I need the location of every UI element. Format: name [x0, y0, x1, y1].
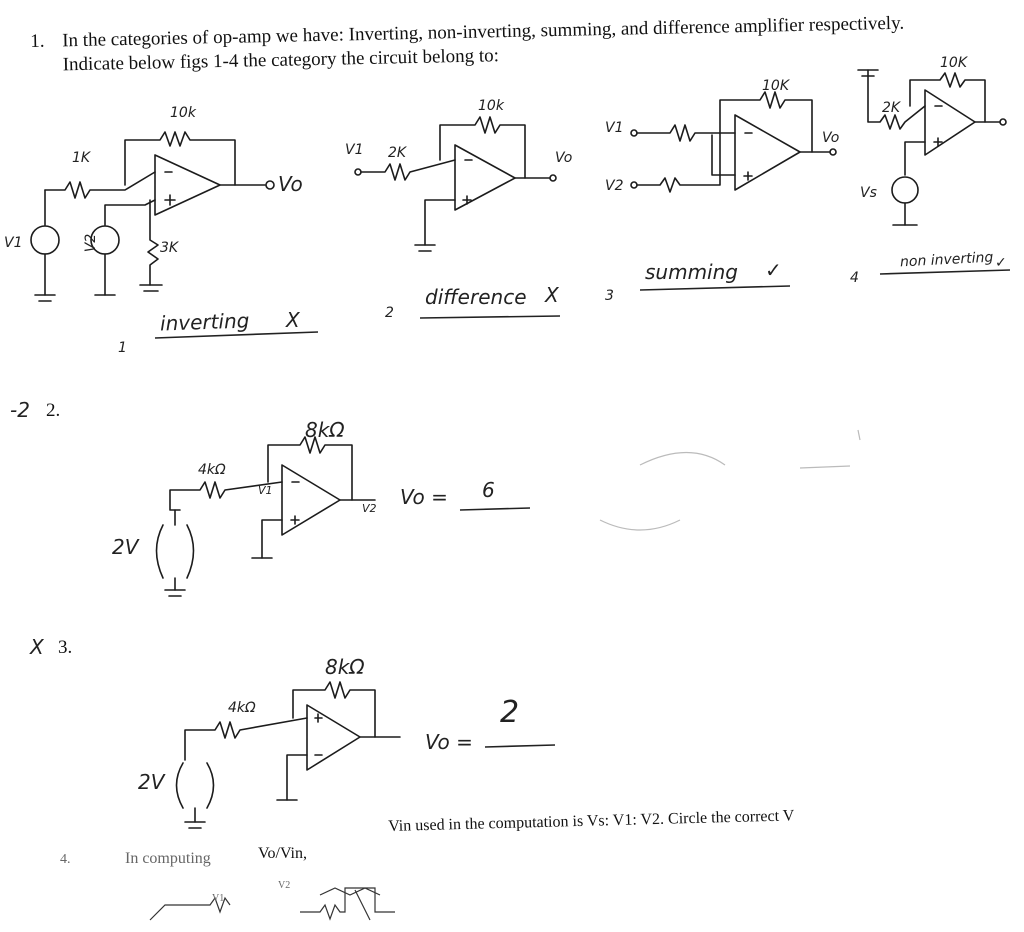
q4-partial-v1: V1: [212, 893, 225, 904]
q2-source-label: 2V: [112, 535, 139, 559]
fig1-answer-index: 1: [118, 340, 127, 356]
fig3-answer: summing: [645, 260, 738, 284]
fig1-circuit: [31, 132, 274, 301]
fig4-mark: ✓: [995, 255, 1007, 271]
fig4-vs-label: Vs: [860, 185, 877, 201]
q2-score: -2: [10, 398, 30, 422]
q4-text-c: Vin used in the computation is Vs: V1: V2. Circle the correct V: [388, 807, 795, 835]
q2-node2-label: V2: [362, 502, 377, 515]
q2-r-in-label: 4kΩ: [198, 462, 226, 478]
fig2-v1-label: V1: [345, 142, 364, 158]
fig1-v2-label: V2: [83, 233, 100, 253]
fig1-vo-label: Vo: [278, 172, 303, 196]
fig1-r-in-label: 1K: [72, 150, 91, 166]
question-1-line1: In the categories of op-amp we have: Inverting, non-inverting, summing, and difference amplifier respectively.: [62, 12, 905, 52]
fig2-answer: difference: [425, 285, 527, 309]
question-1-line2: Indicate below figs 1-4 the category the circuit belong to:: [62, 45, 500, 76]
q2-r-feedback-label: 8kΩ: [305, 418, 345, 442]
q3-r-feedback-label: 8kΩ: [325, 655, 365, 679]
q2-node1-label: V1: [258, 484, 273, 497]
q4-text-b: Vo/Vin,: [258, 845, 307, 862]
fig3-answer-index: 3: [605, 288, 614, 304]
q4-partial-circuit: [150, 888, 395, 920]
fig4-circuit: [858, 70, 1006, 225]
q3-answer: 2: [500, 695, 520, 730]
fig2-mark: X: [545, 283, 559, 307]
fig1-answer: inverting: [159, 308, 250, 336]
fig3-v2-label: V2: [605, 178, 624, 194]
q3-r-in-label: 4kΩ: [228, 700, 256, 716]
q2-vo-label: Vo =: [400, 485, 448, 509]
q4-text-a: In computing: [125, 850, 211, 867]
q4-number: 4.: [60, 852, 71, 867]
q3-number: 3.: [58, 637, 73, 658]
q2-answer: 6: [482, 478, 495, 502]
q3-mark: X: [30, 635, 44, 659]
q4-partial-v2: V2: [278, 880, 291, 891]
question-1-number: 1.: [30, 30, 45, 52]
fig4-answer: non inverting: [899, 249, 994, 271]
fig1-r-ground-label: 3K: [160, 240, 179, 256]
fig3-mark: ✓: [765, 258, 782, 282]
fig2-circuit: [355, 117, 556, 251]
fig2-r-feedback-label: 10k: [478, 98, 504, 114]
fig4-r-in-label: 2K: [882, 100, 901, 116]
q2-circuit: [157, 437, 376, 596]
fig1-mark: X: [286, 308, 300, 332]
fig1-r-feedback-label: 10k: [170, 105, 196, 121]
fig3-vo-label: Vo: [822, 130, 840, 146]
fig2-answer-index: 2: [385, 305, 394, 321]
fig3-circuit: [631, 92, 836, 192]
fig2-r-in-label: 2K: [388, 145, 407, 161]
fig3-r-feedback-label: 10K: [762, 78, 789, 94]
fig2-vo-label: Vo: [555, 150, 573, 166]
q3-vo-label: Vo =: [425, 730, 473, 754]
q3-source-label: 2V: [138, 770, 165, 794]
q3-circuit: [177, 682, 401, 828]
fig4-r-feedback-label: 10K: [940, 55, 967, 71]
fig3-v1-label: V1: [605, 120, 624, 136]
fig1-v1-label: V1: [4, 235, 23, 251]
q2-number: 2.: [46, 400, 61, 421]
fig4-answer-index: 4: [850, 270, 859, 286]
